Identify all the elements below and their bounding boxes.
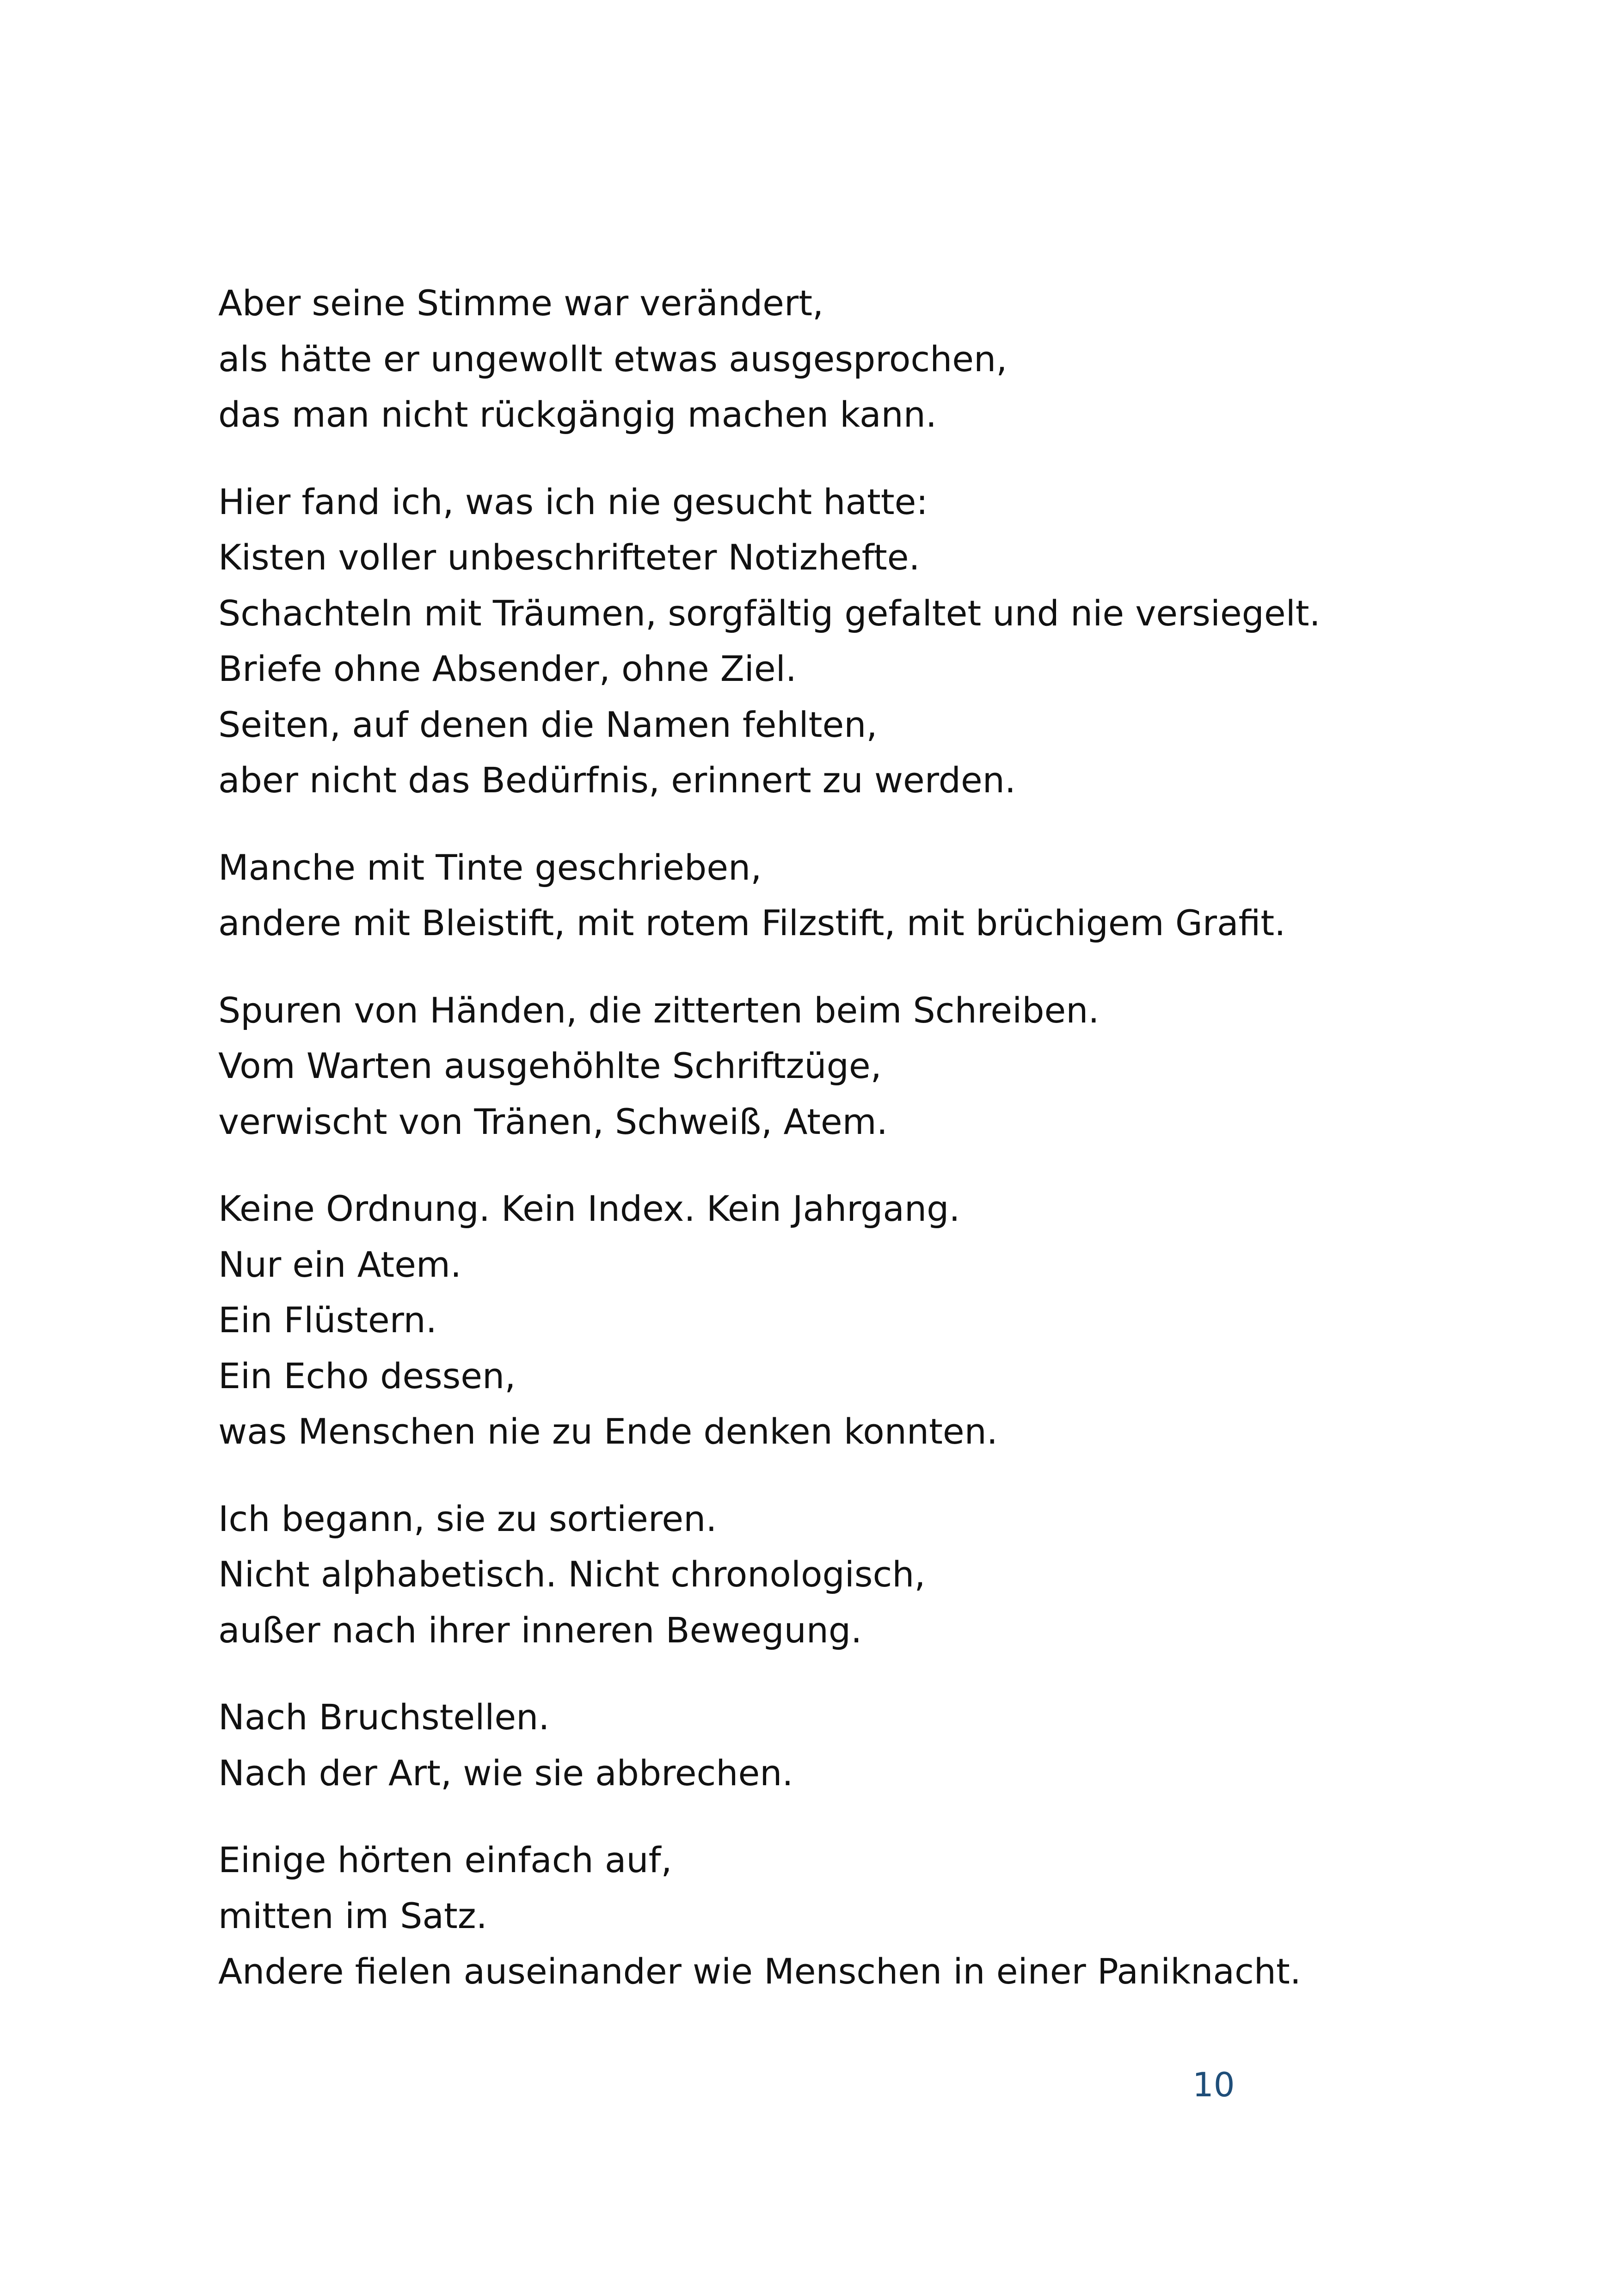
poem-line: verwischt von Tränen, Schweiß, Atem.	[218, 1101, 888, 1142]
stanza-spacer	[218, 1460, 1467, 1491]
poem-line: Spuren von Händen, die zitterten beim Schreiben.	[218, 989, 1100, 1031]
poem-line: Ein Echo dessen,	[218, 1355, 516, 1396]
poem-line: aber nicht das Bedürfnis, erinnert zu werden.	[218, 759, 1016, 801]
stanza-7	[218, 1690, 1467, 1801]
poem-line: Andere fielen auseinander wie Menschen in einer Paniknacht.	[218, 1951, 1301, 1992]
stanza-3	[218, 840, 1467, 951]
poem-line: Kisten voller unbeschrifteter Notizhefte.	[218, 537, 920, 578]
stanza-6	[218, 1491, 1467, 1659]
poem-line: mitten im Satz.	[218, 1895, 487, 1936]
page-number: 10	[1192, 2065, 1235, 2104]
stanza-spacer	[218, 1801, 1467, 1832]
stanza-spacer	[218, 1150, 1467, 1181]
poem-line: außer nach ihrer inneren Bewegung.	[218, 1609, 862, 1651]
stanza-spacer	[218, 443, 1467, 474]
poem-line: Nicht alphabetisch. Nicht chronologisch,	[218, 1554, 926, 1595]
poem-line: Keine Ordnung. Kein Index. Kein Jahrgang.	[218, 1188, 960, 1229]
poem-line: Briefe ohne Absender, ohne Ziel.	[218, 648, 797, 689]
stanza-4	[218, 983, 1467, 1150]
poem-line: Aber seine Stimme war verändert,	[218, 282, 824, 324]
poem-line: Nach der Art, wie sie abbrechen.	[218, 1752, 793, 1794]
poem-line: das man nicht rückgängig machen kann.	[218, 394, 937, 435]
poem-line: Nur ein Atem.	[218, 1243, 462, 1285]
stanza-spacer	[218, 808, 1467, 840]
poem-line: Nach Bruchstellen.	[218, 1696, 550, 1738]
poem-line: andere mit Bleistift, mit rotem Filzstift, mit brüchigem Grafit.	[218, 902, 1286, 943]
poem-line: was Menschen nie zu Ende denken konnten.	[218, 1411, 998, 1452]
poem-line: Manche mit Tinte geschrieben,	[218, 846, 762, 888]
stanza-8	[218, 1832, 1467, 2000]
stanza-1	[218, 276, 1467, 443]
stanza-2	[218, 474, 1467, 808]
stanza-5	[218, 1181, 1467, 1460]
poem-line: Einige hörten einfach auf,	[218, 1839, 672, 1880]
poem-line: Vom Warten ausgehöhlte Schriftzüge,	[218, 1045, 882, 1086]
poem-line: Ein Flüstern.	[218, 1299, 437, 1341]
poem-body	[218, 276, 1467, 2000]
stanza-spacer	[218, 1658, 1467, 1690]
poem-line: Hier fand ich, was ich nie gesucht hatte:	[218, 481, 928, 522]
stanza-spacer	[218, 951, 1467, 983]
poem-line: Seiten, auf denen die Namen fehlten,	[218, 704, 878, 745]
poem-line: als hätte er ungewollt etwas ausgesprochen,	[218, 338, 1008, 380]
poem-line: Ich begann, sie zu sortieren.	[218, 1498, 717, 1539]
poem-line: Schachteln mit Träumen, sorgfältig gefaltet und nie versiegelt.	[218, 592, 1321, 634]
